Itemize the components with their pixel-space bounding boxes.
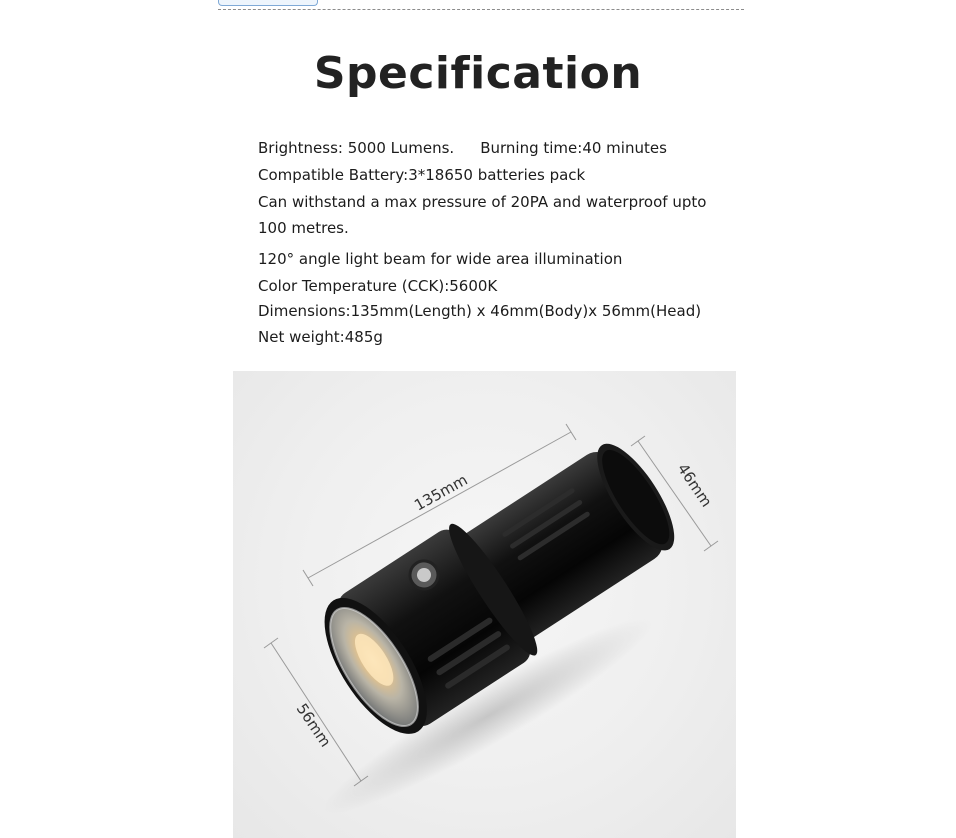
head-dimension-label: 56mm <box>292 700 335 751</box>
spec-net-weight: Net weight:485g <box>258 328 383 346</box>
spec-battery: Compatible Battery:3*18650 batteries pack <box>258 166 586 184</box>
spec-pressure: Can withstand a max pressure of 20PA and waterproof upto 100 metres. <box>258 193 707 237</box>
spec-beam: 120° angle light beam for wide area illumination <box>258 250 623 268</box>
spec-dimensions: Dimensions:135mm(Length) x 46mm(Body)x 56mm(Head) <box>258 302 702 320</box>
page-title: Specification <box>313 48 643 99</box>
length-dimension-label: 135mm <box>411 470 471 515</box>
spec-row-brightness <box>258 139 778 157</box>
body-dimension-label: 46mm <box>673 460 716 511</box>
top-banner-tab <box>218 0 318 6</box>
product-photo <box>233 371 736 838</box>
spec-burning-time: Burning time:40 minutes <box>480 139 667 157</box>
spec-brightness: Brightness: 5000 Lumens. <box>258 139 455 157</box>
top-divider <box>218 9 744 10</box>
spec-color-temperature: Color Temperature (CCK):5600K <box>258 277 498 295</box>
